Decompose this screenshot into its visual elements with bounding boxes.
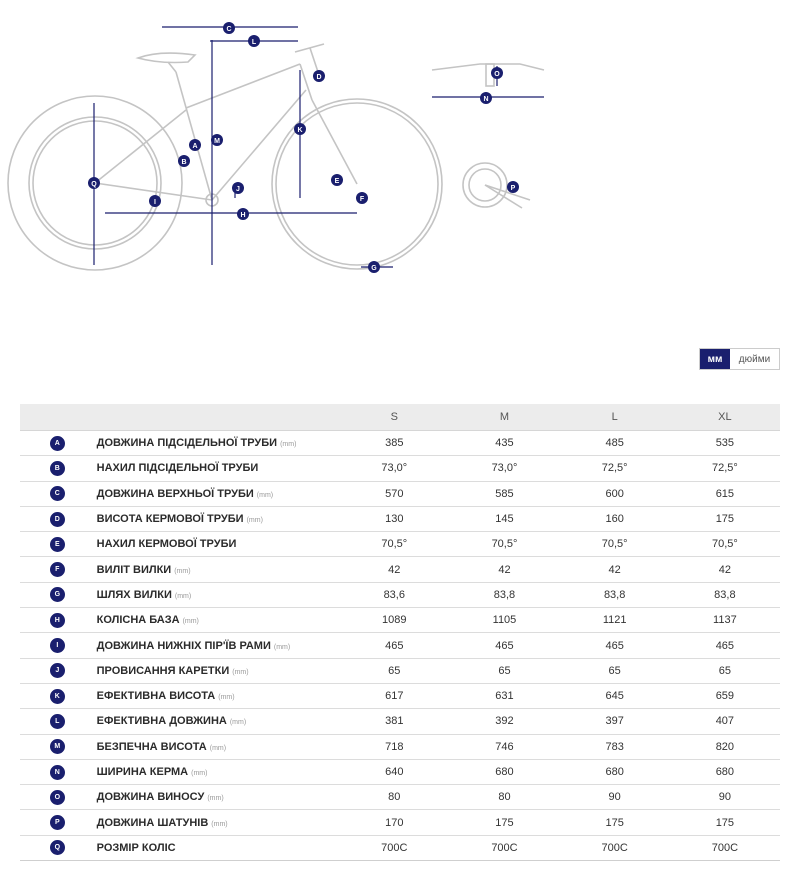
parameter-name: ДОВЖИНА ПІДСІДЕЛЬНОЇ ТРУБИ <box>96 437 278 450</box>
table-row <box>20 785 780 810</box>
header-letter <box>20 404 97 431</box>
geometry-table <box>20 404 780 861</box>
row-letter-cell <box>20 759 97 784</box>
value-cell: 70,5° <box>339 532 449 557</box>
value-cell: 385 <box>339 431 449 456</box>
table-row <box>20 658 780 683</box>
table-row <box>20 759 780 784</box>
letter-badge: G <box>50 587 65 602</box>
value-cell: 820 <box>670 734 780 759</box>
row-letter-cell <box>20 582 97 607</box>
letter-badge: C <box>50 486 65 501</box>
unit-toggle <box>699 348 780 370</box>
value-cell: 640 <box>339 759 449 784</box>
diagram-label-b: B <box>181 159 187 166</box>
parameter-unit: (mm) <box>174 567 191 575</box>
value-cell: 407 <box>670 709 780 734</box>
parameter-unit: (mm) <box>280 441 297 449</box>
row-letter-cell <box>20 658 97 683</box>
value-cell: 718 <box>339 734 449 759</box>
parameter-name: КОЛІСНА БАЗА <box>96 614 180 627</box>
diagram-label-g: G <box>371 265 377 272</box>
parameter-name: ДОВЖИНА НИЖНІХ ПІР'ЇВ РАМИ <box>96 639 271 652</box>
parameter-unit: (mm) <box>246 517 263 525</box>
row-name-cell <box>97 481 340 506</box>
table-row <box>20 481 780 506</box>
table-row <box>20 431 780 456</box>
header-name <box>97 404 340 431</box>
value-cell: 175 <box>449 810 559 835</box>
table-row <box>20 456 780 481</box>
value-cell: 680 <box>670 759 780 784</box>
parameter-unit: (mm) <box>232 668 249 676</box>
value-cell: 465 <box>339 633 449 658</box>
header-size-xl: XL <box>670 404 780 431</box>
value-cell: 700C <box>449 835 559 860</box>
value-cell: 65 <box>560 658 670 683</box>
row-name-cell <box>97 456 340 481</box>
unit-mm-button[interactable]: мм <box>700 349 730 369</box>
letter-badge: L <box>50 714 65 729</box>
value-cell: 70,5° <box>560 532 670 557</box>
row-letter-cell <box>20 683 97 708</box>
value-cell: 465 <box>449 633 559 658</box>
value-cell: 465 <box>670 633 780 658</box>
parameter-unit: (mm) <box>207 795 224 803</box>
row-name-cell <box>97 608 340 633</box>
row-name-cell <box>97 709 340 734</box>
value-cell: 83,8 <box>560 582 670 607</box>
diagram-label-l: L <box>251 39 257 46</box>
table-row <box>20 683 780 708</box>
value-cell: 80 <box>339 785 449 810</box>
table-row <box>20 557 780 582</box>
letter-badge: O <box>50 790 65 805</box>
parameter-unit: (mm) <box>174 592 192 600</box>
row-letter-cell <box>20 709 97 734</box>
value-cell: 700C <box>339 835 449 860</box>
value-cell: 65 <box>339 658 449 683</box>
row-name-cell <box>97 582 340 607</box>
value-cell: 170 <box>339 810 449 835</box>
value-cell: 160 <box>560 506 670 531</box>
parameter-name: РОЗМІР КОЛІС <box>96 841 176 854</box>
diagram-label-q: Q <box>91 181 97 188</box>
row-letter-cell <box>20 506 97 531</box>
parameter-name: НАХИЛ ПІДСІДЕЛЬНОЇ ТРУБИ <box>96 462 259 475</box>
parameter-name: ВИСОТА КЕРМОВОЇ ТРУБИ <box>96 513 244 526</box>
header-size-l: L <box>560 404 670 431</box>
parameter-name: ЕФЕКТИВНА ВИСОТА <box>96 690 216 703</box>
bike-geometry-diagram <box>0 0 796 340</box>
value-cell: 680 <box>449 759 559 784</box>
value-cell: 645 <box>560 683 670 708</box>
diagram-label-d: D <box>316 74 322 81</box>
row-name-cell <box>97 759 340 784</box>
parameter-name: ВИЛІТ ВИЛКИ <box>96 563 172 576</box>
parameter-name: ШИРИНА КЕРМА <box>96 766 189 778</box>
letter-badge: P <box>50 815 65 830</box>
value-cell: 65 <box>449 658 559 683</box>
table-row <box>20 709 780 734</box>
letter-badge: D <box>50 512 65 527</box>
value-cell: 700C <box>670 835 780 860</box>
diagram-label-m: M <box>214 138 220 145</box>
diagram-label-c: C <box>226 26 232 33</box>
header-size-m: M <box>449 404 559 431</box>
value-cell: 535 <box>670 431 780 456</box>
value-cell: 397 <box>560 709 670 734</box>
parameter-unit: (mm) <box>229 719 247 727</box>
letter-badge: J <box>50 663 65 678</box>
value-cell: 72,5° <box>560 456 670 481</box>
row-letter-cell <box>20 481 97 506</box>
parameter-unit: (mm) <box>209 744 227 752</box>
parameter-unit: (mm) <box>256 491 274 499</box>
row-letter-cell <box>20 734 97 759</box>
diagram-label-a: A <box>192 143 198 150</box>
parameter-name: ШЛЯХ ВИЛКИ <box>96 588 172 601</box>
value-cell: 65 <box>670 658 780 683</box>
diagram-label-h: H <box>240 212 246 219</box>
value-cell: 175 <box>560 810 670 835</box>
value-cell: 680 <box>560 759 670 784</box>
unit-inches-button[interactable]: дюйми <box>730 349 779 369</box>
parameter-name: ПРОВИСАННЯ КАРЕТКИ <box>96 664 230 677</box>
value-cell: 585 <box>449 481 559 506</box>
row-name-cell <box>97 431 340 456</box>
table-row <box>20 532 780 557</box>
table-row <box>20 835 780 860</box>
row-letter-cell <box>20 810 97 835</box>
parameter-unit: (mm) <box>182 618 199 626</box>
table-row <box>20 582 780 607</box>
parameter-name: ЕФЕКТИВНА ДОВЖИНА <box>96 715 227 728</box>
row-letter-cell <box>20 608 97 633</box>
table-row <box>20 633 780 658</box>
value-cell: 72,5° <box>670 456 780 481</box>
parameter-unit: (mm) <box>191 770 208 777</box>
value-cell: 83,8 <box>449 582 559 607</box>
value-cell: 631 <box>449 683 559 708</box>
value-cell: 42 <box>670 557 780 582</box>
letter-badge: N <box>50 765 65 780</box>
parameter-name: БЕЗПЕЧНА ВИСОТА <box>96 740 207 753</box>
value-cell: 465 <box>560 633 670 658</box>
parameter-unit: (mm) <box>211 820 228 828</box>
row-letter-cell <box>20 785 97 810</box>
value-cell: 1121 <box>560 608 670 633</box>
diagram-label-p: P <box>510 185 516 192</box>
row-letter-cell <box>20 532 97 557</box>
row-name-cell <box>97 683 340 708</box>
parameter-name: НАХИЛ КЕРМОВОЇ ТРУБИ <box>96 538 237 551</box>
diagram-label-k: K <box>297 127 303 134</box>
parameter-name: ДОВЖИНА ВИНОСУ <box>96 791 205 804</box>
row-letter-cell <box>20 557 97 582</box>
letter-badge: K <box>50 689 65 704</box>
value-cell: 1089 <box>339 608 449 633</box>
table-header-row <box>20 404 780 431</box>
table-row <box>20 506 780 531</box>
value-cell: 175 <box>670 810 780 835</box>
value-cell: 435 <box>449 431 559 456</box>
parameter-name: ДОВЖИНА ВЕРХНЬОЇ ТРУБИ <box>96 487 254 500</box>
value-cell: 42 <box>339 557 449 582</box>
value-cell: 42 <box>560 557 670 582</box>
row-name-cell <box>97 658 340 683</box>
diagram-label-e: E <box>334 178 340 185</box>
value-cell: 392 <box>449 709 559 734</box>
value-cell: 570 <box>339 481 449 506</box>
value-cell: 90 <box>670 785 780 810</box>
value-cell: 1105 <box>449 608 559 633</box>
letter-badge: A <box>50 436 65 451</box>
letter-badge: F <box>50 562 65 577</box>
row-name-cell <box>97 835 340 860</box>
row-name-cell <box>97 506 340 531</box>
value-cell: 73,0° <box>339 456 449 481</box>
diagram-label-i: I <box>154 199 156 206</box>
row-name-cell <box>97 785 340 810</box>
row-name-cell <box>97 557 340 582</box>
letter-badge: M <box>50 739 65 754</box>
row-letter-cell <box>20 633 97 658</box>
value-cell: 73,0° <box>449 456 559 481</box>
row-name-cell <box>97 633 340 658</box>
value-cell: 175 <box>670 506 780 531</box>
value-cell: 130 <box>339 506 449 531</box>
letter-badge: Q <box>50 840 65 855</box>
diagram-label-j: J <box>236 186 240 193</box>
value-cell: 617 <box>339 683 449 708</box>
row-letter-cell <box>20 456 97 481</box>
value-cell: 1137 <box>670 608 780 633</box>
parameter-unit: (mm) <box>273 643 291 651</box>
parameter-name: ДОВЖИНА ШАТУНІВ <box>96 816 209 829</box>
row-letter-cell <box>20 835 97 860</box>
table-row <box>20 734 780 759</box>
letter-badge: E <box>50 537 65 552</box>
diagram-label-o: O <box>494 71 500 78</box>
value-cell: 659 <box>670 683 780 708</box>
value-cell: 83,6 <box>339 582 449 607</box>
letter-badge: I <box>50 638 65 653</box>
value-cell: 615 <box>670 481 780 506</box>
value-cell: 381 <box>339 709 449 734</box>
value-cell: 42 <box>449 557 559 582</box>
diagram-label-f: F <box>359 196 365 203</box>
value-cell: 70,5° <box>449 532 559 557</box>
table-row <box>20 608 780 633</box>
row-name-cell <box>97 810 340 835</box>
value-cell: 83,8 <box>670 582 780 607</box>
value-cell: 145 <box>449 506 559 531</box>
value-cell: 600 <box>560 481 670 506</box>
value-cell: 70,5° <box>670 532 780 557</box>
value-cell: 90 <box>560 785 670 810</box>
value-cell: 746 <box>449 734 559 759</box>
row-name-cell <box>97 532 340 557</box>
table-row <box>20 810 780 835</box>
value-cell: 80 <box>449 785 559 810</box>
letter-badge: B <box>50 461 65 476</box>
row-name-cell <box>97 734 340 759</box>
parameter-unit: (mm) <box>218 694 235 702</box>
letter-badge: H <box>50 613 65 628</box>
value-cell: 783 <box>560 734 670 759</box>
row-letter-cell <box>20 431 97 456</box>
header-size-s: S <box>339 404 449 431</box>
value-cell: 485 <box>560 431 670 456</box>
value-cell: 700C <box>560 835 670 860</box>
diagram-label-n: N <box>483 96 489 103</box>
